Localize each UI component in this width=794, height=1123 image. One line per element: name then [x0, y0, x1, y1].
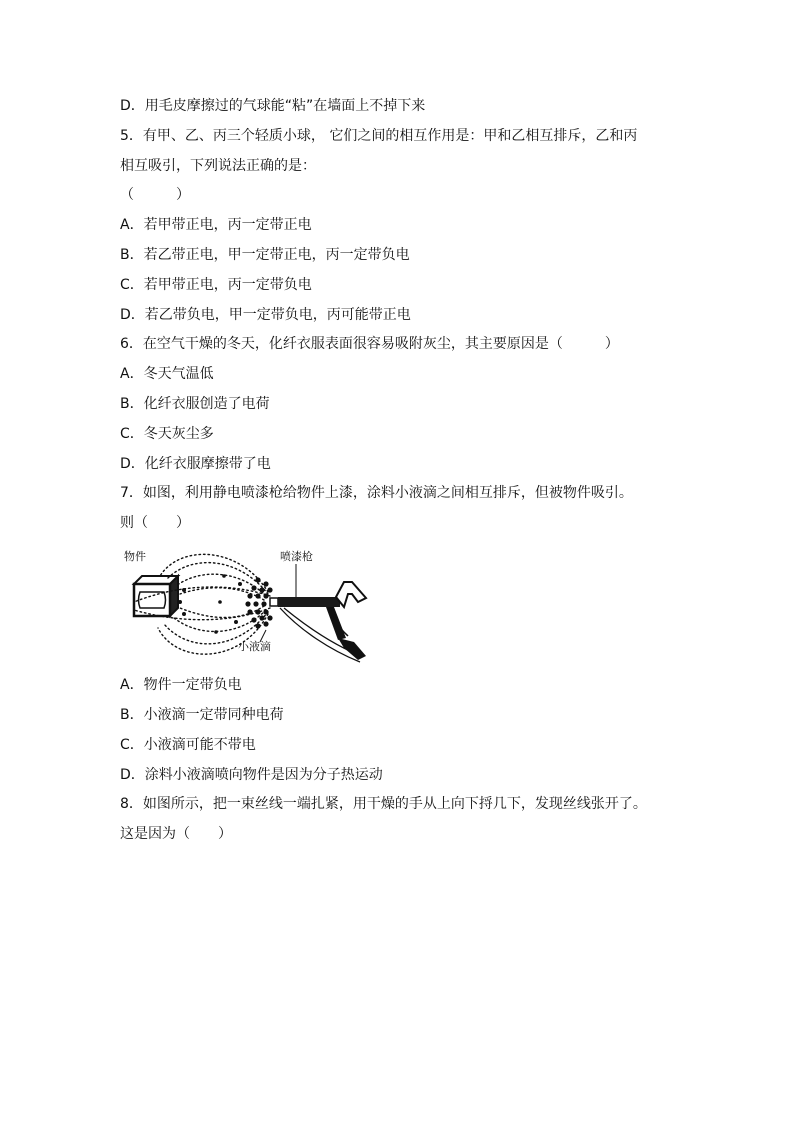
- option-5c: C．若甲带正电，丙一定带负电: [120, 277, 312, 293]
- label-spray-gun: 喷漆枪: [280, 550, 313, 563]
- question-7-cont: 则（ ）: [120, 515, 190, 531]
- question-6: 6．在空气干燥的冬天，化纤衣服表面很容易吸附灰尘，其主要原因是（ ）: [120, 336, 619, 352]
- label-droplet: 小液滴: [238, 640, 271, 653]
- option-7a: A．物件一定带负电: [120, 677, 242, 693]
- object-box: [134, 576, 178, 616]
- option-5d: D．若乙带负电，甲一定带负电，丙可能带正电: [120, 307, 411, 323]
- option-4d: D．用毛皮摩擦过的气球能“粘”在墙面上不掉下来: [120, 98, 426, 114]
- option-6b: B．化纤衣服创造了电荷: [120, 396, 270, 412]
- spray-gun: [270, 582, 366, 662]
- spray-gun-figure: [120, 546, 380, 668]
- option-7d: D．涂料小液滴喷向物件是因为分子热运动: [120, 767, 383, 783]
- option-6d: D．化纤衣服摩擦带了电: [120, 456, 271, 472]
- option-6a: A．冬天气温低: [120, 366, 214, 382]
- question-8-cont: 这是因为（ ）: [120, 826, 232, 842]
- label-object: 物件: [124, 550, 146, 563]
- answer-blank-5: （ ）: [120, 187, 190, 203]
- question-5-cont: 相互吸引，下列说法正确的是：: [120, 158, 316, 174]
- question-8: 8．如图所示，把一束丝线一端扎紧，用干燥的手从上向下捋几下，发现丝线张开了。: [120, 796, 647, 812]
- question-5: 5．有甲、乙、丙三个轻质小球， 它们之间的相互作用是：甲和乙相互排斥，乙和丙: [120, 128, 638, 144]
- option-7b: B．小液滴一定带同种电荷: [120, 707, 284, 723]
- option-5a: A．若甲带正电，丙一定带正电: [120, 217, 312, 233]
- question-7: 7．如图，利用静电喷漆枪给物件上漆，涂料小液滴之间相互排斥，但被物件吸引。: [120, 485, 633, 501]
- option-7c: C．小液滴可能不带电: [120, 737, 256, 753]
- option-6c: C．冬天灰尘多: [120, 426, 214, 442]
- option-5b: B．若乙带正电，甲一定带正电，丙一定带负电: [120, 247, 410, 263]
